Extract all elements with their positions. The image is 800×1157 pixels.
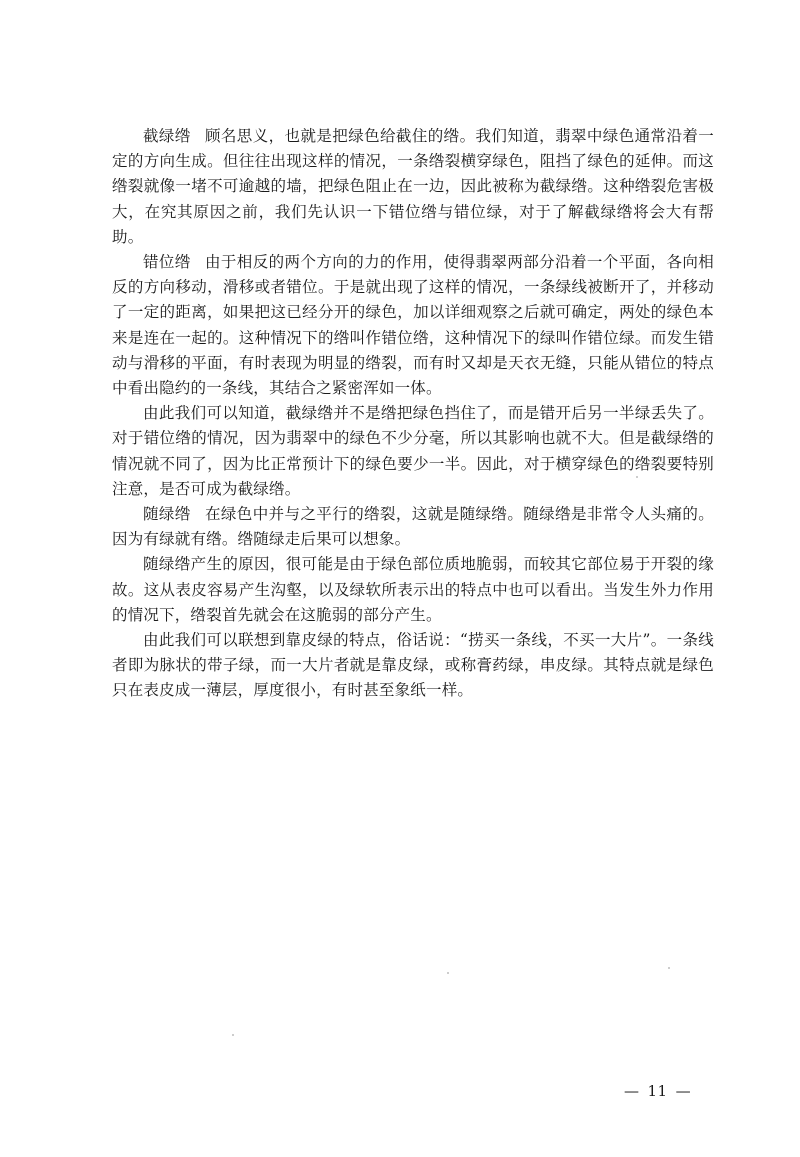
term-heading: 错位绺 — [143, 253, 191, 272]
scan-speck — [232, 1034, 234, 1036]
body-text — [112, 124, 714, 704]
term-heading: 截绿绺 — [143, 127, 191, 145]
paragraph-text: 由此我们可以联想到靠皮绿的特点，俗话说：“捞买一条线，不买一大片”。一条线者即为脉状的带子绿，而一大片者就是靠皮绿，或称膏药绿，串皮绿。其特点就是绿色只在表皮成一薄层，厚度很小，有时甚至象纸一样。 — [112, 631, 714, 700]
paragraph-conclusion-2 — [112, 628, 714, 704]
paragraph-text: 顾名思义，也就是把绿色给截住的绺。我们知道，翡翠中绿色通常沿着一定的方向生成。但往往出现这样的情况，一条绺裂横穿绿色，阻挡了绿色的延伸。而这绺裂就像一堵不可逾越的墙，把绿色阻止在一边，因此被称为截绿绺。这种绺裂危害极大，在究其原因之前，我们先认识一下错位绺与错位绿，对于了解截绿绺将会大有帮助。 — [112, 127, 714, 246]
paragraph-text: 由于相反的两个方向的力的作用，使得翡翠两部分沿着一个平面，各向相反的方向移动，滑移或者错位。于是就出现了这样的情况，一条绿线被断开了，并移动了一定的距离，如果把这已经分开的绿色，加以详细观察之后就可确定，两处的绿色本来是连在一起的。这种情况下的绺叫作错位绺，这种情况下的绿叫作错位绿。而发生错动与滑移的平面，有时表现为明显的绺裂，而有时又却是天衣无缝，只能从错位的特点中看出隐约的一条线，其结合之紧密浑如一体。 — [112, 253, 714, 398]
paragraph-text: 随绿绺产生的原因，很可能是由于绿色部位质地脆弱，而较其它部位易于开裂的缘故。这从表皮容易产生沟壑，以及绿软所表示出的特点中也可以看出。当发生外力作用的情况下，绺裂首先就会在这脆弱的部分产生。 — [112, 555, 714, 624]
paragraph-cause — [112, 552, 714, 628]
term-heading: 随绿绺 — [143, 505, 191, 524]
paragraph-text: 由此我们可以知道，截绿绺并不是绺把绿色挡住了，而是错开后另一半绿丢失了。对于错位绺的情况，因为翡翠中的绿色不少分毫，所以其影响也就不大。但是截绿绺的情况就不同了，因为比正常预计下的绿色要少一半。因此，对于横穿绿色的绺裂要特别注意，是否可成为截绿绺。 — [112, 404, 714, 498]
footer-dash-right: — — [675, 1082, 692, 1100]
footer-dash-left: — — [624, 1082, 640, 1100]
paragraph-conclusion-1 — [112, 401, 714, 502]
scan-speck — [668, 967, 670, 969]
scan-speck — [447, 972, 449, 974]
scan-speck — [636, 476, 638, 478]
page-number: 11 — [647, 1082, 668, 1100]
paragraph-text: 在绿色中并与之平行的绺裂，这就是随绿绺。随绿绺是非常令人头痛的。因为有绿就有绺。绺随绿走后果可以想象。 — [112, 505, 714, 549]
paragraph-cuo-wei-liu — [112, 250, 714, 401]
paragraph-sui-lv-liu — [112, 502, 714, 552]
page-footer — [624, 1082, 691, 1100]
paragraph-jie-lv-liu — [112, 124, 714, 250]
